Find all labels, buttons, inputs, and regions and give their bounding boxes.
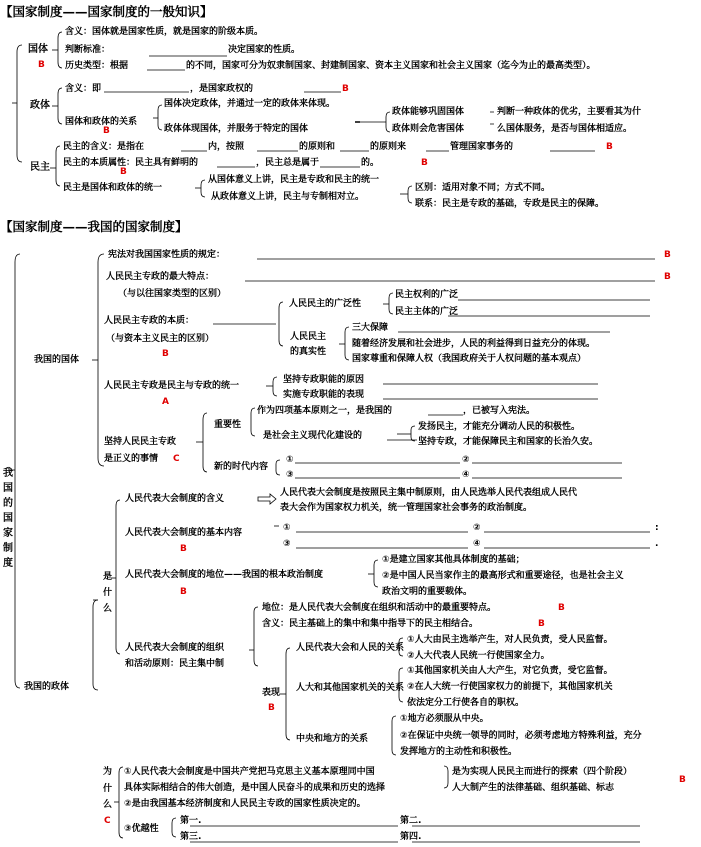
minzhu-t2: 从政体意义上讲，民主与专制相对立。 <box>211 192 365 202</box>
ws-r1: 是为实现人民民主而进行的探索（四个阶段） <box>452 767 633 777</box>
biaoxian: 表现 <box>262 688 281 698</box>
zhengti-r2a: 政体能够巩固国体 <box>392 107 465 117</box>
shishenme-3: 么 <box>103 604 113 614</box>
ws-3: ②是由我国基本经济制度和人民民主专政的国家性质决定的。 <box>124 799 366 809</box>
minzhu-hanyi-mark: B <box>606 142 613 152</box>
minzhu-hanyi-3: 的原则和 <box>299 142 336 152</box>
zhengti-judge2: 么国体服务，是否与国体相适应。 <box>497 124 633 134</box>
zhengti-label: 政体 <box>30 100 50 111</box>
ws-1: ①人民代表大会制度是中国共产党把马克思主义基本原理同中国 <box>124 767 375 777</box>
zhenshi-3: 国家尊重和保障人权（我国政府关于人权问题的基本观点） <box>352 354 587 364</box>
zz-diwei: 地位：是人民代表大会制度在组织和活动中的最重要特点。 <box>262 603 497 613</box>
tedian-sub: （与以往国家类型的区别） <box>118 289 227 299</box>
zhongyao-2b: 坚持专政，才能保障民主和国家的长治久安。 <box>418 437 599 447</box>
minzhu-benzhi-mark: B <box>421 158 428 168</box>
zhongyao-2: 是社会主义现代化建设的 <box>263 431 363 441</box>
youyue-1: 第一. <box>180 816 202 826</box>
bx2b: ②在人大统一行使国家权力的前提下，其他国家机关 <box>407 682 613 692</box>
side-title-5: 家 <box>3 528 13 539</box>
tongyi-1: 坚持专政职能的原因 <box>283 375 365 385</box>
zhenshi-1: 三大保障 <box>352 323 389 333</box>
minzhu-hanyi-4: 的原则来 <box>370 142 407 152</box>
minzhu-hanyi: 民主的含义：是指在 <box>63 142 145 152</box>
nr-2: ② <box>473 523 481 533</box>
youyue: ③优越性 <box>124 824 159 834</box>
zhenshi: 人民民主 <box>290 332 327 342</box>
bx1a: ①人大由民主选举产生，对人民负责，受人民监督。 <box>407 635 613 645</box>
bx3b: ②在保证中央统一领导的同时，必须考虑地方特殊利益，充分 <box>400 731 642 741</box>
guangfan-1: 民主权利的广泛 <box>395 290 459 300</box>
nr-colon-2: . <box>655 539 659 549</box>
zhengti-hanyi-tail: ，是国家政权的 <box>190 84 254 94</box>
tedian: 人民民主专政的最大特点： <box>106 272 215 282</box>
ws-r-mark: B <box>679 775 686 785</box>
zhengti-hanyi-mark: B <box>342 84 349 94</box>
zz-hanyi-mark: B <box>538 619 545 629</box>
zuzhi-2: 和活动原则：民主集中制 <box>125 659 225 669</box>
s2-zhengti-label: 我国的政体 <box>24 682 70 692</box>
bx1: 人民代表大会和人民的关系 <box>296 643 405 653</box>
nr-colon-1: : <box>655 523 659 533</box>
zz-hanyi: 含义：民主基础上的集中和集中指导下的民主相结合。 <box>262 619 479 629</box>
bx1b: ②人大代表人民统一行使国家全力。 <box>407 651 550 661</box>
rd-hanyi-text2: 表大会作为国家权力机关，统一管理国家社会事务的政治制度。 <box>280 503 533 513</box>
benzhi-sub: （与资本主义民主的区别） <box>106 334 215 344</box>
tongyi: 人民民主专政是民主与专政的统一 <box>104 381 240 391</box>
youyue-3: 第三. <box>180 832 202 842</box>
guoti-biaozhun: 判断标准： <box>65 45 111 55</box>
zhengti-r1: 国体决定政体，并通过一定的政体来体现。 <box>164 99 336 109</box>
xianfa: 宪法对我国国家性质的规定： <box>108 250 226 260</box>
nr-3: ③ <box>283 539 291 549</box>
jianchi-2: 是正义的事情 <box>104 454 159 464</box>
benzhi-mark: B <box>162 349 169 359</box>
guoti-label: 国体 <box>28 44 48 55</box>
rd-hanyi-text1: 人民代表大会制度是按照民主集中制原则，由人民选举人民代表组成人民代 <box>280 488 578 498</box>
minzhu-t1: 从国体意义上讲，民主是专政和民主的统一 <box>208 175 380 185</box>
xinshidai-1: ① <box>286 455 294 465</box>
tedian-mark: B <box>664 272 671 282</box>
zhengti-r2: 政体体现国体，并服务于特定的国体 <box>164 124 309 134</box>
side-title-7: 度 <box>3 558 13 569</box>
guoti-hanyi: 含义：国体就是国家性质，就是国家的阶级本质。 <box>65 27 264 37</box>
minzhu-benzhi-2: ，民主总是属于 <box>256 158 320 168</box>
minzhu-lianxi: 联系：民主是专政的基础，专政是民主的保障。 <box>415 199 605 209</box>
zhongyao-1-tail: ，已被写入宪法。 <box>463 406 536 416</box>
bx2: 人大和其他国家机关的关系 <box>296 683 405 693</box>
rd-hanyi: 人民代表大会制度的含义 <box>125 494 225 504</box>
zhongyao-1: 作为四项基本原则之一，是我国的 <box>257 406 393 416</box>
bx2c: 依法定分工行使各自的职权。 <box>407 698 525 708</box>
xinshidai-3: ③ <box>286 470 294 480</box>
zhengti-relation-mark: B <box>103 126 110 136</box>
youyue-2: 第二. <box>400 816 422 826</box>
bx2a: ①其他国家机关由人大产生，对它负责，受它监督。 <box>407 666 613 676</box>
weishenme-3: 么 <box>103 800 113 810</box>
minzhu-hanyi-5: 管理国家事务的 <box>450 142 514 152</box>
guoti-lishi-tail: 的不同，国家可分为奴隶制国家、封建制国家、资本主义国家和社会主义国家（迄今为止的最高类型）。 <box>186 61 596 71</box>
shishenme-1: 是 <box>103 572 113 582</box>
guangfan-2: 民主主体的广泛 <box>395 307 459 317</box>
rd-neirong: 人民代表大会制度的基本内容 <box>125 528 243 538</box>
minzhu-benzhi-3: 的。 <box>361 158 380 168</box>
side-title-4: 国 <box>3 513 13 524</box>
guoti-biaozhun-tail: 决定国家的性质。 <box>228 45 301 55</box>
s2-guoti-label: 我国的国体 <box>34 355 80 365</box>
weishenme-mark: C <box>104 816 111 826</box>
section2-heading: 【国家制度——我国的国家制度】 <box>0 219 188 234</box>
minzhu-hanyi-2: 内，按照 <box>208 142 245 152</box>
minzhu-qubie: 区别：适用对象不同；方式不同。 <box>415 183 551 193</box>
xinshidai: 新的时代内容 <box>214 462 269 472</box>
guoti-lishi: 历史类型：根据 <box>65 61 129 71</box>
zhengti-hanyi: 含义：即 <box>65 84 102 94</box>
nr-4: ④ <box>473 539 481 549</box>
zhengti-relation: 国体和政体的关系 <box>65 117 138 127</box>
guangfan: 人民民主的广泛性 <box>289 299 362 309</box>
minzhu-benzhi: 民主的本质属性：民主具有鲜明的 <box>63 158 199 168</box>
zhengti-judge1: 判断一种政体的优劣，主要看其为什 <box>497 107 642 117</box>
side-title-3: 的 <box>3 498 13 509</box>
zz-diwei-mark: B <box>558 603 565 613</box>
tongyi-2: 实施专政职能的表现 <box>283 390 365 400</box>
diwei-2: ②是中国人民当家作主的最高形式和重要途径，也是社会主义 <box>382 571 624 581</box>
tongyi-mark: A <box>162 397 169 407</box>
minzhu-label: 民主 <box>30 162 50 173</box>
section1-heading: 【国家制度——国家制度的一般知识】 <box>0 4 213 19</box>
xinshidai-2: ② <box>462 455 470 465</box>
zhongyao-2a: 发扬民主，才能充分调动人民的积极性。 <box>418 422 581 432</box>
benzhi: 人民民主专政的本质： <box>104 316 195 326</box>
jianchi-mark: C <box>173 454 180 464</box>
biaoxian-mark: B <box>268 703 275 713</box>
bx3: 中央和地方的关系 <box>296 734 369 744</box>
ws-2: 具体实际相结合的伟大创造，是中国人民奋斗的成果和历史的选择 <box>124 783 386 793</box>
minzhu-tongyi: 民主是国体和政体的统一 <box>63 183 163 193</box>
bx3c: 发挥地方的主动性和积极性。 <box>400 747 518 757</box>
guoti-mark: B <box>38 60 45 70</box>
rd-diwei: 人民代表大会制度的地位——我国的根本政治制度 <box>125 570 324 580</box>
ws-r2: 人大制产生的法律基础、组织基础、标志 <box>452 783 615 793</box>
weishenme-2: 什 <box>103 784 113 794</box>
jianchi: 坚持人民民主专政 <box>104 437 177 447</box>
shishenme-2: 什 <box>103 588 113 598</box>
diwei-1: ①是建立国家其他具体制度的基础； <box>382 555 525 565</box>
weishenme-1: 为 <box>103 767 113 777</box>
zhengti-r2b: 政体则会危害国体 <box>392 124 465 134</box>
youyue-4: 第四. <box>400 832 422 842</box>
side-title-1: 我 <box>3 468 13 479</box>
zuzhi: 人民代表大会制度的组织 <box>125 643 225 653</box>
side-title-6: 制 <box>3 543 13 554</box>
zhongyao: 重要性 <box>214 420 242 430</box>
rd-neirong-mark: B <box>180 544 187 554</box>
xinshidai-4: ④ <box>462 470 470 480</box>
zhenshi-2: 的真实性 <box>290 347 327 357</box>
minzhu-mark: B <box>120 167 127 177</box>
diwei-3: 政治文明的重要载体。 <box>382 587 473 597</box>
bx3a: ①地方必须服从中央。 <box>400 714 489 724</box>
zhenshi-2-text: 随着经济发展和社会进步，人民的利益得到日益充分的体现。 <box>352 339 596 349</box>
side-title-2: 国 <box>3 483 13 494</box>
rd-diwei-mark: B <box>180 587 187 597</box>
nr-1: ① <box>283 523 291 533</box>
xianfa-mark: B <box>664 250 671 260</box>
